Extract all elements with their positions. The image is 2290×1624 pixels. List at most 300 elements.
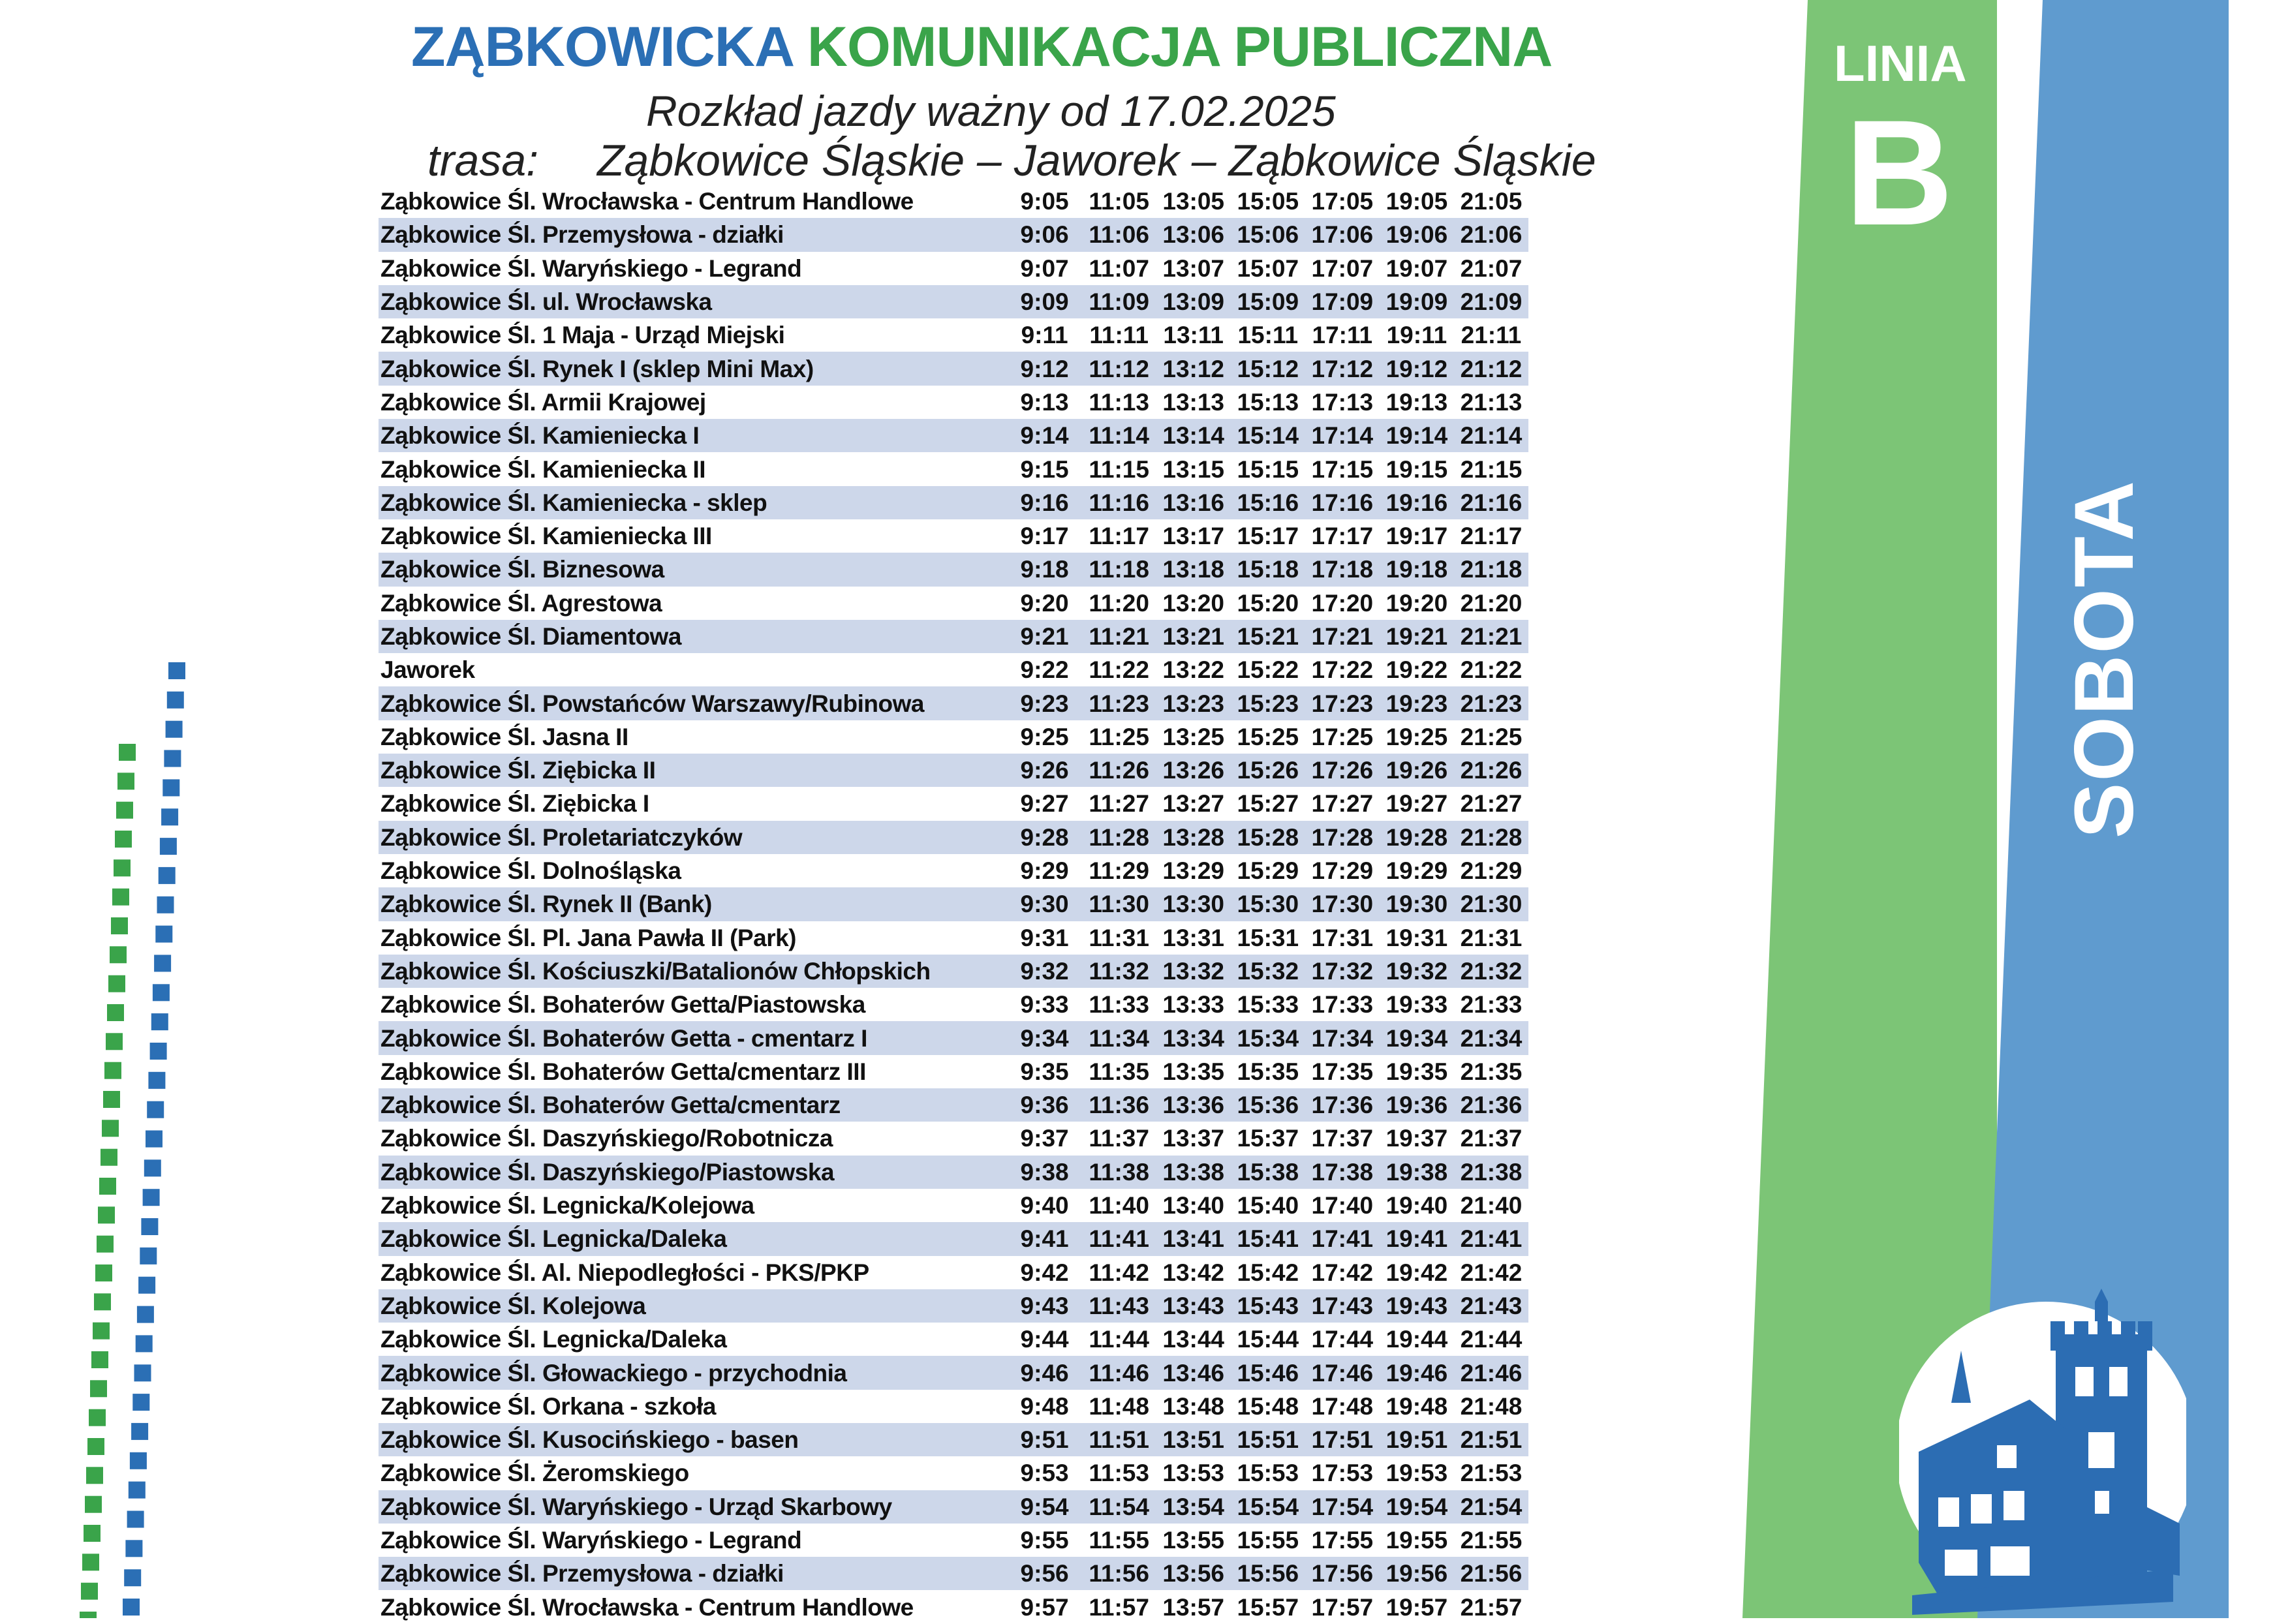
timetable-row (379, 686, 1528, 720)
dotted-line-decoration (0, 639, 215, 1618)
departure-time: 9:55 (1020, 1527, 1069, 1554)
departure-time: 21:54 (1454, 1490, 1528, 1524)
departure-time: 9:57 (1020, 1593, 1069, 1621)
dot (112, 889, 129, 906)
departure-time: 17:36 (1305, 1088, 1380, 1122)
departure-time: 13:34 (1156, 1021, 1231, 1054)
departure-time: 9:15 (1020, 455, 1069, 483)
stop-name: Ząbkowice Śl. Biznesowa (379, 553, 1008, 586)
line-letter: B (1844, 89, 1954, 256)
timetable-row (379, 720, 1528, 754)
departure-time: 19:28 (1380, 821, 1454, 854)
departure-time: 13:26 (1156, 754, 1231, 787)
departure-time: 17:46 (1305, 1356, 1380, 1389)
dot (148, 1072, 165, 1089)
stop-name: Ząbkowice Śl. Kusocińskiego - basen (379, 1423, 1008, 1456)
stop-name: Ząbkowice Śl. Rynek II (Bank) (379, 887, 1008, 921)
timetable-row (379, 1289, 1528, 1323)
dot (99, 1178, 116, 1195)
departure-time: 11:44 (1089, 1326, 1149, 1353)
departure-time: 9:20 (1020, 589, 1069, 617)
stop-name: Ząbkowice Śl. Waryńskiego - Urząd Skarbowy (379, 1490, 1008, 1524)
departure-time: 21:18 (1454, 553, 1528, 586)
departure-time: 11:09 (1082, 285, 1156, 318)
departure-time: 9:17 (1020, 523, 1069, 550)
stop-name: Ząbkowice Śl. Legnicka/Daleka (380, 1326, 727, 1353)
departure-time: 21:25 (1460, 723, 1523, 750)
timetable-row (379, 653, 1528, 686)
departure-time: 15:33 (1237, 991, 1299, 1019)
departure-time: 11:48 (1089, 1392, 1149, 1420)
departure-time: 13:11 (1163, 322, 1224, 349)
departure-time: 15:40 (1237, 1192, 1299, 1219)
dot (140, 1248, 157, 1264)
departure-time: 13:57 (1162, 1593, 1225, 1621)
departure-time: 9:30 (1008, 887, 1082, 921)
dot (146, 1131, 162, 1148)
dot (134, 1364, 151, 1381)
dot (119, 744, 136, 761)
departure-time: 9:36 (1008, 1088, 1082, 1122)
stop-name: Ząbkowice Śl. Diamentowa (379, 620, 1008, 653)
line-label: LINIA (1834, 35, 1967, 92)
departure-time: 19:23 (1380, 686, 1454, 720)
dot (131, 1423, 148, 1440)
departure-time: 21:34 (1454, 1021, 1528, 1054)
timetable (379, 185, 1528, 1624)
departure-time: 19:34 (1380, 1021, 1454, 1054)
departure-time: 9:32 (1008, 955, 1082, 988)
departure-time: 11:18 (1082, 553, 1156, 586)
dot (102, 1120, 119, 1137)
stop-name: Ząbkowice Śl. Głowackiego - przychodnia (379, 1356, 1008, 1389)
departure-time: 19:30 (1380, 887, 1454, 921)
stop-name: Ząbkowice Śl. Kamieniecka I (379, 419, 1008, 452)
departure-time: 17:35 (1311, 1058, 1374, 1085)
departure-time: 9:34 (1008, 1021, 1082, 1054)
departure-time: 15:27 (1237, 790, 1299, 818)
stop-name: Ząbkowice Śl. 1 Maja - Urząd Miejski (380, 322, 785, 349)
departure-time: 15:14 (1231, 419, 1305, 452)
departure-time: 17:07 (1311, 254, 1374, 282)
departure-time: 13:27 (1162, 790, 1225, 818)
departure-time: 19:56 (1380, 1557, 1454, 1590)
dot (86, 1467, 103, 1484)
departure-time: 15:53 (1237, 1460, 1299, 1487)
dot (93, 1323, 110, 1340)
departure-time: 11:55 (1089, 1527, 1149, 1554)
departure-time: 15:43 (1231, 1289, 1305, 1323)
departure-time: 21:31 (1460, 924, 1523, 951)
timetable-row (379, 921, 1528, 955)
dot (81, 1583, 98, 1600)
dot (89, 1409, 106, 1426)
departure-time: 17:29 (1311, 857, 1374, 885)
departure-time: 11:05 (1089, 188, 1149, 215)
timetable-row (379, 452, 1528, 485)
departure-time: 11:27 (1089, 790, 1149, 818)
departure-time: 17:16 (1305, 486, 1380, 519)
departure-time: 15:56 (1231, 1557, 1305, 1590)
departure-time: 11:36 (1082, 1088, 1156, 1122)
departure-time: 11:41 (1082, 1222, 1156, 1255)
stop-name: Ząbkowice Śl. Dolnośląska (380, 857, 681, 885)
departure-time: 11:15 (1089, 455, 1149, 483)
departure-time: 17:17 (1311, 523, 1374, 550)
departure-time: 11:42 (1089, 1259, 1149, 1286)
departure-time: 19:07 (1385, 254, 1448, 282)
departure-time: 19:09 (1380, 285, 1454, 318)
timetable-row (379, 419, 1528, 452)
dot (98, 1206, 115, 1223)
timetable-row (379, 1156, 1528, 1189)
timetable-row (379, 754, 1528, 787)
departure-time: 21:55 (1460, 1527, 1523, 1554)
departure-time: 21:44 (1460, 1326, 1523, 1353)
departure-time: 9:21 (1008, 620, 1082, 653)
departure-time: 13:30 (1156, 887, 1231, 921)
departure-time: 15:32 (1231, 955, 1305, 988)
dot (129, 1482, 146, 1499)
departure-time: 19:21 (1380, 620, 1454, 653)
departure-time: 17:18 (1305, 553, 1380, 586)
departure-time: 21:30 (1454, 887, 1528, 921)
departure-time: 17:44 (1311, 1326, 1374, 1353)
dot (101, 1149, 117, 1166)
departure-time: 13:14 (1156, 419, 1231, 452)
departure-time: 21:40 (1460, 1192, 1523, 1219)
dot (160, 838, 177, 855)
stop-name: Ząbkowice Śl. Bohaterów Getta/Piastowska (380, 991, 865, 1019)
departure-time: 19:20 (1385, 589, 1448, 617)
timetable-row (379, 587, 1528, 620)
departure-time: 9:38 (1008, 1156, 1082, 1189)
departure-time: 9:25 (1020, 723, 1069, 750)
timetable-row (379, 352, 1528, 385)
departure-time: 19:12 (1380, 352, 1454, 385)
departure-time: 15:46 (1231, 1356, 1305, 1389)
dot (123, 1599, 140, 1616)
departure-time: 17:14 (1305, 419, 1380, 452)
departure-time: 21:21 (1454, 620, 1528, 653)
departure-time: 15:21 (1231, 620, 1305, 653)
departure-time: 21:27 (1460, 790, 1523, 818)
departure-time: 17:12 (1305, 352, 1380, 385)
dot (153, 984, 170, 1001)
departure-time: 21:05 (1460, 188, 1523, 215)
departure-time: 21:46 (1454, 1356, 1528, 1389)
departure-time: 19:40 (1385, 1192, 1448, 1219)
departure-time: 11:51 (1082, 1423, 1156, 1456)
departure-time: 19:43 (1380, 1289, 1454, 1323)
departure-time: 11:43 (1082, 1289, 1156, 1323)
departure-time: 21:51 (1454, 1423, 1528, 1456)
departure-time: 13:51 (1156, 1423, 1231, 1456)
departure-time: 11:31 (1089, 924, 1149, 951)
departure-time: 9:16 (1008, 486, 1082, 519)
dot (117, 773, 134, 789)
departure-time: 15:37 (1237, 1125, 1299, 1152)
departure-time: 19:27 (1385, 790, 1448, 818)
timetable-row (379, 821, 1528, 854)
departure-time: 11:26 (1082, 754, 1156, 787)
departure-time: 19:51 (1380, 1423, 1454, 1456)
departure-time: 13:25 (1162, 723, 1225, 750)
departure-time: 19:53 (1385, 1460, 1448, 1487)
stop-name: Ząbkowice Śl. Przemysłowa - działki (379, 1557, 1008, 1590)
stop-name: Ząbkowice Śl. Ziębicka II (379, 754, 1008, 787)
departure-time: 21:41 (1454, 1222, 1528, 1255)
dot (116, 802, 133, 819)
dot (138, 1277, 155, 1294)
departure-time: 13:22 (1162, 656, 1225, 684)
departure-time: 13:33 (1162, 991, 1225, 1019)
timetable-row (379, 1490, 1528, 1524)
departure-time: 11:46 (1082, 1356, 1156, 1389)
stop-name: Ząbkowice Śl. Wrocławska - Centrum Handlowe (380, 188, 914, 215)
timetable-row (379, 1590, 1528, 1623)
departure-time: 17:51 (1305, 1423, 1380, 1456)
dot (106, 1033, 123, 1050)
departure-time: 21:12 (1454, 352, 1528, 385)
stop-name: Ząbkowice Śl. Kamieniecka - sklep (379, 486, 1008, 519)
departure-time: 11:25 (1089, 723, 1149, 750)
departure-time: 17:22 (1311, 656, 1374, 684)
dot (87, 1438, 104, 1455)
departure-time: 15:41 (1231, 1222, 1305, 1255)
departure-time: 21:23 (1454, 686, 1528, 720)
timetable-row (379, 1456, 1528, 1490)
stop-name: Ząbkowice Śl. Armii Krajowej (380, 388, 706, 416)
departure-time: 17:06 (1305, 218, 1380, 251)
timetable-row (379, 185, 1528, 218)
departure-time: 19:22 (1385, 656, 1448, 684)
departure-time: 9:07 (1020, 254, 1069, 282)
timetable-row (379, 1323, 1528, 1356)
timetable-row (379, 1390, 1528, 1423)
timetable-row (379, 519, 1528, 553)
departure-time: 13:38 (1156, 1156, 1231, 1189)
route-label: trasa: (427, 136, 539, 185)
timetable-row (379, 318, 1528, 352)
timetable-row (379, 620, 1528, 653)
dot (137, 1306, 154, 1323)
departure-time: 15:23 (1231, 686, 1305, 720)
dot (111, 917, 128, 934)
dot (132, 1394, 149, 1411)
stop-name: Ząbkowice Śl. Bohaterów Getta - cmentarz I (379, 1021, 1008, 1054)
departure-time: 19:36 (1380, 1088, 1454, 1122)
departure-time: 9:26 (1008, 754, 1082, 787)
departure-time: 21:09 (1454, 285, 1528, 318)
departure-time: 13:55 (1162, 1527, 1225, 1554)
departure-time: 19:48 (1385, 1392, 1448, 1420)
departure-time: 17:54 (1305, 1490, 1380, 1524)
timetable-row (379, 1021, 1528, 1054)
departure-time: 21:35 (1460, 1058, 1523, 1085)
departure-time: 19:15 (1385, 455, 1448, 483)
departure-time: 9:37 (1020, 1125, 1069, 1152)
departure-time: 19:35 (1385, 1058, 1448, 1085)
departure-time: 21:14 (1454, 419, 1528, 452)
departure-time: 17:09 (1305, 285, 1380, 318)
dot (82, 1554, 99, 1570)
departure-time: 17:26 (1305, 754, 1380, 787)
departure-time: 17:31 (1311, 924, 1374, 951)
departure-time: 13:42 (1162, 1259, 1225, 1286)
departure-time: 11:13 (1089, 388, 1149, 416)
departure-time: 13:54 (1156, 1490, 1231, 1524)
departure-time: 15:05 (1237, 188, 1299, 215)
stop-name: Ząbkowice Śl. Bohaterów Getta/cmentarz (379, 1088, 1008, 1122)
departure-time: 19:29 (1385, 857, 1448, 885)
dot (161, 808, 178, 825)
timetable-row (379, 486, 1528, 519)
departure-time: 17:33 (1311, 991, 1374, 1019)
stop-name: Ząbkowice Śl. Agrestowa (380, 589, 662, 617)
departure-time: 19:05 (1385, 188, 1448, 215)
departure-time: 11:56 (1082, 1557, 1156, 1590)
departure-time: 13:37 (1162, 1125, 1225, 1152)
departure-time: 21:16 (1454, 486, 1528, 519)
departure-time: 9:48 (1020, 1392, 1069, 1420)
departure-time: 17:23 (1305, 686, 1380, 720)
departure-time: 13:18 (1156, 553, 1231, 586)
departure-time: 11:17 (1089, 523, 1149, 550)
departure-time: 11:21 (1082, 620, 1156, 653)
departure-time: 19:37 (1385, 1125, 1448, 1152)
departure-time: 15:12 (1231, 352, 1305, 385)
departure-time: 15:07 (1237, 254, 1299, 282)
departure-time: 17:11 (1312, 322, 1373, 349)
dot (124, 1569, 141, 1586)
departure-time: 19:32 (1380, 955, 1454, 988)
stop-name: Ząbkowice Śl. Kamieniecka III (380, 523, 712, 550)
timetable-row (379, 252, 1528, 285)
departure-time: 13:31 (1162, 924, 1225, 951)
departure-time: 15:11 (1237, 322, 1299, 349)
departure-time: 19:13 (1385, 388, 1448, 416)
departure-time: 17:05 (1311, 188, 1374, 215)
timetable-row (379, 1088, 1528, 1122)
brand-word-komunikacja: KOMUNIKACJA PUBLICZNA (807, 16, 1553, 78)
departure-time: 13:29 (1162, 857, 1225, 885)
departure-time: 9:35 (1020, 1058, 1069, 1085)
departure-time: 15:48 (1237, 1392, 1299, 1420)
stop-name: Ząbkowice Śl. Waryńskiego - Legrand (380, 1527, 802, 1554)
departure-time: 19:42 (1385, 1259, 1448, 1286)
departure-time: 21:13 (1460, 388, 1523, 416)
departure-time: 13:07 (1162, 254, 1225, 282)
dot (84, 1525, 101, 1542)
dot (157, 896, 174, 913)
departure-time: 17:28 (1305, 821, 1380, 854)
departure-time: 13:20 (1162, 589, 1225, 617)
dot (90, 1380, 107, 1397)
departure-time: 13:36 (1156, 1088, 1231, 1122)
departure-time: 9:41 (1008, 1222, 1082, 1255)
dot (167, 692, 184, 709)
brand-word-zabkowicka: ZĄBKOWICKA (411, 16, 792, 78)
brand-title (411, 14, 1553, 80)
departure-time: 15:54 (1231, 1490, 1305, 1524)
stop-name: Ząbkowice Śl. ul. Wrocławska (379, 285, 1008, 318)
departure-time: 15:13 (1237, 388, 1299, 416)
departure-time: 15:42 (1237, 1259, 1299, 1286)
stop-name: Ząbkowice Śl. Pl. Jana Pawła II (Park) (380, 924, 796, 951)
departure-time: 13:41 (1156, 1222, 1231, 1255)
dot (91, 1351, 108, 1368)
departure-time: 13:06 (1156, 218, 1231, 251)
stop-name: Ząbkowice Śl. Legnicka/Daleka (379, 1222, 1008, 1255)
departure-time: 21:32 (1454, 955, 1528, 988)
departure-time: 17:25 (1311, 723, 1374, 750)
dot (136, 1335, 153, 1352)
departure-time: 9:56 (1008, 1557, 1082, 1590)
departure-time: 9:05 (1020, 188, 1069, 215)
departure-time: 9:23 (1008, 686, 1082, 720)
departure-time: 17:34 (1305, 1021, 1380, 1054)
departure-time: 15:26 (1231, 754, 1305, 787)
dot (97, 1236, 114, 1253)
page-header (0, 0, 1596, 196)
stop-name: Ząbkowice Śl. Wrocławska - Centrum Handlowe (380, 1593, 914, 1621)
departure-time: 19:33 (1385, 991, 1448, 1019)
dot (159, 867, 176, 884)
departure-time: 11:40 (1089, 1192, 1149, 1219)
departure-time: 15:16 (1231, 486, 1305, 519)
departure-time: 15:18 (1231, 553, 1305, 586)
timetable-row (379, 1222, 1528, 1255)
departure-time: 9:18 (1008, 553, 1082, 586)
dot (85, 1496, 102, 1513)
timetable-row (379, 1055, 1528, 1088)
departure-time: 15:31 (1237, 924, 1299, 951)
departure-time: 9:27 (1020, 790, 1069, 818)
departure-time: 17:41 (1305, 1222, 1380, 1255)
departure-time: 15:57 (1237, 1593, 1299, 1621)
timetable-row (379, 1557, 1528, 1590)
timetable-row (379, 1524, 1528, 1557)
departure-time: 15:22 (1237, 656, 1299, 684)
departure-time: 13:46 (1156, 1356, 1231, 1389)
departure-time: 17:40 (1311, 1192, 1374, 1219)
route-description: Ząbkowice Śląskie – Jaworek – Ząbkowice Śląskie (597, 136, 1596, 185)
departure-time: 17:57 (1311, 1593, 1374, 1621)
departure-time: 19:18 (1380, 553, 1454, 586)
departure-time: 15:35 (1237, 1058, 1299, 1085)
departure-time: 15:09 (1231, 285, 1305, 318)
departure-time: 13:15 (1162, 455, 1225, 483)
departure-time: 19:11 (1386, 322, 1447, 349)
departure-time: 9:53 (1020, 1460, 1069, 1487)
departure-time: 13:21 (1156, 620, 1231, 653)
timetable-row (379, 1122, 1528, 1155)
departure-time: 17:43 (1305, 1289, 1380, 1323)
stop-name: Ząbkowice Śl. Ziębicka I (380, 790, 649, 818)
stop-name: Ząbkowice Śl. Waryńskiego - Legrand (380, 254, 802, 282)
departure-time: 21:57 (1460, 1593, 1523, 1621)
departure-time: 11:38 (1082, 1156, 1156, 1189)
dot (104, 1062, 121, 1079)
departure-time: 15:44 (1237, 1326, 1299, 1353)
departure-time: 19:55 (1385, 1527, 1448, 1554)
departure-time: 13:28 (1156, 821, 1231, 854)
departure-time: 17:20 (1311, 589, 1374, 617)
departure-time: 11:35 (1089, 1058, 1149, 1085)
departure-time: 11:11 (1089, 322, 1149, 349)
departure-time: 15:30 (1231, 887, 1305, 921)
